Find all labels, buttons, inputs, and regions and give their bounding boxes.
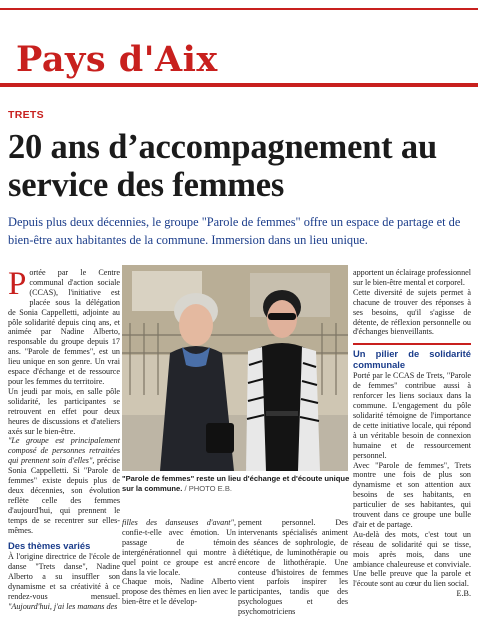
column-2-paragraph-2: Chaque mois, Nadine Alberto propose des thèmes en lien avec le bien-être et le dévelop- [122,577,236,607]
column-4-paragraph-1: apportent un éclairage professionnel sur le bien-être mental et corporel. [353,268,471,287]
column-1-paragraph-3 [8,436,120,535]
pull-quote: "Le groupe est principalement composé de personnes retraitées qui prennent soin d'elles", [8,436,120,466]
article-photo [122,265,348,471]
column-2-paragraph-1-text: confie-t-elle avec émotion. Un passage de témoin intergénérationnel qui montre à quel point ce groupe est ancré dans la vie locale. [122,527,236,577]
drop-cap: P [8,266,27,302]
column-4-paragraph-3: Porté par le CCAS de Trets, "Parole de femmes" contribue aussi à renforcer les liens sociaux dans la commune. L'engagement du pôle solidarité témoigne de l'importance de cette initiative locale, qui répond à un véritable besoin de connexion humaine et de ressourcement personnel. [353,371,471,460]
column-2-paragraph-1 [122,518,236,577]
article-column-3 [238,518,348,617]
top-red-rule [0,8,478,10]
caption-text: "Parole de femmes" reste un lieu d'échange et d'écoute unique sur la commune. [122,474,350,493]
photo-caption [122,474,350,493]
section-title: Pays d'Aix [16,39,218,80]
column-1-paragraph-2: Un jeudi par mois, en salle pôle solidarité, les participantes se retrouvent en effet pour deux heures de discussions et d'ateliers axés sur le bien-être. [8,386,120,436]
quote-attribution: précise Sonia Cappelletti. Si "Parole de femmes" existe depuis plus de deux décennies, son évolution reflète celle des femmes d'aujourd'hui, qui prennent le temps de se recentrer sur elles-mêmes. [8,456,120,535]
section-red-rule [0,83,478,87]
subheading-solidarity: Un pilier de solidarité communale [353,343,471,370]
column-1-text: ortée par le Centre communal d'action sociale (CCAS), l'initiative est placée sous la délégation de Sonia Cappelletti, adjointe au pôle solidarité depuis cinq ans, et animée par Nadine Alberto, responsable du groupe depuis 17 ans. "Parole de femmes", est un lieu unique en son genre. Un vrai espace d'échange et de ressource pour les femmes du territoire. [8,268,120,386]
article-column-1 [8,268,120,612]
column-1-paragraph-4 [8,552,120,611]
article-column-2 [122,518,236,607]
author-signature: E.B. [456,589,471,599]
article-headline: 20 ans d’accompagnement au service des femmes [8,128,437,204]
inline-quote: "Aujourd'hui, j'ai les mamans des [8,602,118,611]
article-column-4 [353,268,471,599]
article-kicker: TRETS [8,109,44,121]
column-3-paragraph-1: pement personnel. Des intervenants spécialisés animent des séances de sophrologie, de diététique, de luminothérapie ou encore de lithothérapie. Une conteuse d'histoires de femmes vient parfois inspirer les participantes, tandis que des psychologues et des psychomotriciens [238,518,348,617]
column-4-paragraph-4: Avec "Parole de femmes", Trets montre une fois de plus son dynamisme et son attention aux besoins de ses habitants, en particulier de ses habitantes, qui trouvent dans ce groupe une bulle d'air et de partage. [353,460,471,529]
article-standfirst: Depuis plus deux décennies, le groupe "Parole de femmes" offre un espace de partage et de bien-être aux habitantes de la commune. Immersion dans un lieu unique. [8,215,461,247]
inline-quote-end: filles des danseuses d'avant", [122,518,236,527]
subheading-themes: Des thèmes variés [8,540,91,552]
column-1-paragraph-4-text: À l'origine directrice de l'école de danse "Trets danse", Nadine Alberto a su insuffler son dynamisme et sa créativité à ce rendez-vous mensuel. [8,552,120,602]
column-1-paragraph-1 [8,268,120,387]
photo-illustration [122,265,348,471]
photo-credit: / PHOTO E.B. [184,483,233,493]
column-4-paragraph-5: Au-delà des mots, c'est tout un réseau de solidarité qui se tisse, mois après mois, dans une ambiance chaleureuse et conviviale. Une belle preuve que la parole et l'écoute sont au cœur du lien social. [353,529,471,589]
column-4-paragraph-2: Cette diversité de sujets permet à chacune de trouver des réponses à ses besoins, qu'il s'agisse de détente, de réflexion personnelle ou d'échanges bienveillants. [353,287,471,337]
